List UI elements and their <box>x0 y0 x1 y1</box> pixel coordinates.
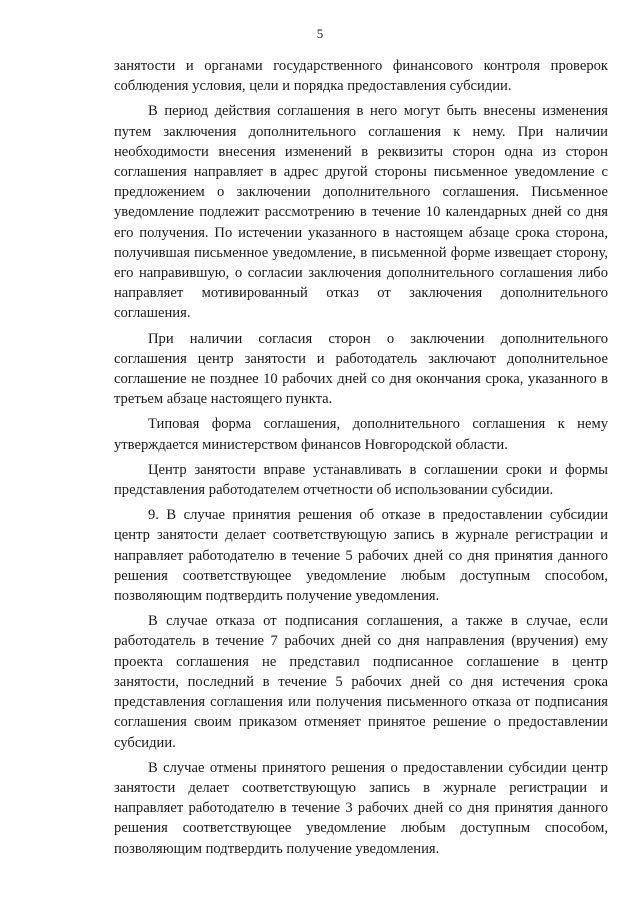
paragraph-amendments: В период действия соглашения в него могут быть внесены изменения путем заключения дополнительного соглашения к нему. При наличии необходимости внесения изменений в реквизиты сторон одна из сторон соглашения направляет в адрес другой стороны письменное уведомление с предложением о заключении дополнительного соглашения. Письменное уведомление подлежит рассмотрению в течение 10 календарных дней со дня его получения. По истечении указанного в настоящем абзаце срока сторона, получившая письменное уведомление, в письменной форме извещает сторону, его направившую, о согласии заключения дополнительного соглашения либо направляет мотивированный отказ от заключения дополнительного соглашения. <box>114 103 608 322</box>
paragraph-continuation: занятости и органами государственного финансового контроля проверок соблюдения условия, цели и порядка предоставления субсидии. <box>114 58 608 95</box>
paragraph-refusal: В случае отказа от подписания соглашения, а также в случае, если работодатель в течение 7 рабочих дней со дня направления (вручения) ему проекта соглашения не представил подписанное соглашение в центр занятости, последний в течение 5 рабочих дней со дня истечения срока представления соглашения или получения письменного отказа от подписания соглашения своим приказом отменяет принятое решение о предоставлении субсидии. <box>114 613 608 751</box>
document-body <box>114 56 608 864</box>
paragraph-item-9: 9. В случае принятия решения об отказе в предоставлении субсидии центр занятости делает соответствующую запись в журнале регистрации и направляет работодателю в течение 5 рабочих дней со дня принятия данного решения соответствующее уведомление любым доступным способом, позволяющим подтвердить получение уведомления. <box>114 507 608 605</box>
paragraph-standard-form: Типовая форма соглашения, дополнительного соглашения к нему утверждается министерством финансов Новгородской области. <box>114 416 608 453</box>
paragraph-reporting: Центр занятости вправе устанавливать в соглашении сроки и формы представления работодателем отчетности об использовании субсидии. <box>114 461 608 499</box>
paragraph-cancellation: В случае отмены принятого решения о предоставлении субсидии центр занятости делает соответствующую запись в журнале регистрации и направляет работодателю в течение 3 рабочих дней со дня принятия данного решения соответствующее уведомление любым доступным способом, позволяющим подтвердить получение уведомления. <box>114 759 608 857</box>
paragraph-additional-agreement: При наличии согласия сторон о заключении дополнительного соглашения центр занятости и работодатель заключают дополнительное соглашение не позднее 10 рабочих дней со дня окончания срока, указанного в третьем абзаце настоящего пункта. <box>114 330 608 408</box>
page-number: 5 <box>316 26 324 41</box>
